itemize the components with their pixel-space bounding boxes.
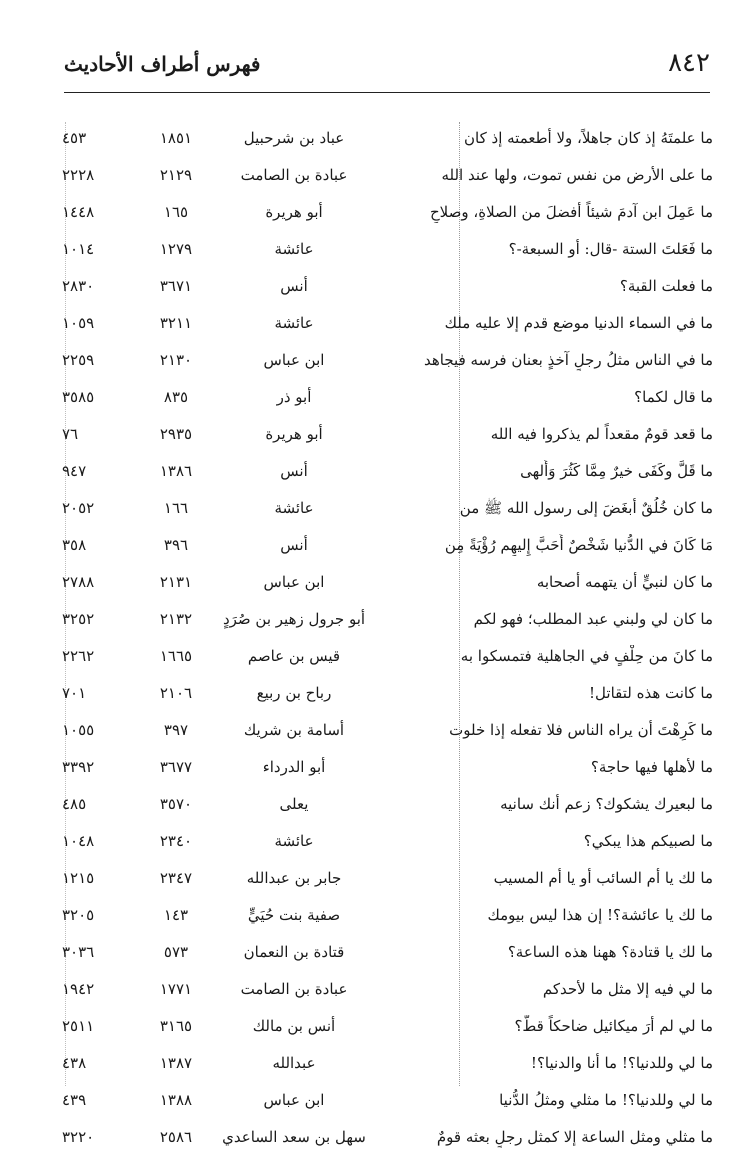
hadith-index-table	[62, 121, 713, 1157]
hadith-number: ١٦٦	[163, 499, 189, 517]
page-reference: ٢٢٦٢	[62, 647, 95, 665]
hadith-text: ما كَرِهْتَ أن يراه الناس فلا تفعله إذا خلوت	[449, 721, 713, 739]
page-reference: ٢٨٣٠	[62, 277, 95, 295]
table-row	[62, 972, 713, 1009]
hadith-number: ١٣٨٧	[159, 1054, 193, 1072]
narrator-name: قتادة بن النعمان	[243, 943, 345, 961]
narrator-name: أبو الدرداء	[262, 758, 326, 776]
narrator-name: عبادة بن الصامت	[240, 166, 348, 184]
hadith-number: ١٤٣	[163, 906, 189, 924]
hadith-number: ١٣٨٦	[159, 462, 193, 480]
narrator-name: عبادة بن الصامت	[240, 980, 348, 998]
narrator-name: أنس	[280, 536, 308, 554]
hadith-number: ٣٦٧٧	[159, 758, 193, 776]
narrator-name: رباح بن ربيع	[256, 684, 332, 702]
page-reference: ١٩٤٢	[62, 980, 95, 998]
page-reference: ٩٤٧	[62, 462, 87, 480]
page-reference: ١٢١٥	[62, 869, 95, 887]
page-reference: ٣٠٣٦	[62, 943, 95, 961]
table-row	[62, 528, 713, 565]
hadith-number: ٣٦٧١	[159, 277, 193, 295]
hadith-number: ٢١٣٠	[159, 351, 193, 369]
table-row	[62, 750, 713, 787]
hadith-text: ما لبعيرك يشكوك؟ زعم أنك سانيه	[500, 795, 713, 813]
page-reference: ٣٥٨	[62, 536, 87, 554]
hadith-text: ما في السماء الدنيا موضع قدم إلا عليه ملك	[444, 314, 713, 332]
page-reference: ٤٥٣	[62, 129, 87, 147]
hadith-text: ما لي وللدنيا؟! ما مثلي ومثلُ الدُّنيا	[499, 1091, 713, 1109]
narrator-name: صفية بنت حُيَيٍّ	[247, 906, 341, 924]
hadith-text: ما على الأرض من نفس تموت، ولها عند الله	[441, 166, 713, 184]
hadith-number: ٥٧٣	[163, 943, 189, 961]
table-row	[62, 454, 713, 491]
hadith-text: ما لك يا أم السائب أو يا أم المسيب	[493, 869, 713, 887]
narrator-name: سهل بن سعد الساعدي	[222, 1128, 366, 1146]
table-row	[62, 1009, 713, 1046]
hadith-number: ٢١٢٩	[159, 166, 193, 184]
table-row	[62, 1046, 713, 1083]
table-row	[62, 898, 713, 935]
table-row	[62, 269, 713, 306]
narrator-name: قيس بن عاصم	[247, 647, 341, 665]
page-reference: ٢٠٥٢	[62, 499, 95, 517]
hadith-text: ما فَعَلتَ الستة -قال: أو السبعة-؟	[508, 240, 713, 258]
page-reference: ٢٧٨٨	[62, 573, 95, 591]
narrator-name: عائشة	[274, 499, 314, 517]
narrator-name: أبو هريرة	[265, 203, 323, 221]
hadith-number: ٢١٠٦	[159, 684, 193, 702]
narrator-name: أنس	[280, 462, 308, 480]
table-row	[62, 1083, 713, 1120]
page-reference: ١٠٥٥	[62, 721, 95, 739]
hadith-text: ما لي لم أرَ ميكائيل ضاحكاً قطُّ؟	[514, 1017, 713, 1035]
page-reference: ١٠١٤	[62, 240, 95, 258]
hadith-number: ١٢٧٩	[159, 240, 193, 258]
table-row	[62, 676, 713, 713]
hadith-text: ما لصبيكم هذا يبكي؟	[583, 832, 713, 850]
table-row	[62, 824, 713, 861]
hadith-text: ما لأهلها فيها حاجة؟	[590, 758, 713, 776]
hadith-number: ٢٣٤٠	[159, 832, 193, 850]
hadith-number: ٢٣٤٧	[159, 869, 193, 887]
hadith-number: ٣٩٦	[163, 536, 189, 554]
narrator-name: أسامة بن شريك	[243, 721, 345, 739]
table-row	[62, 713, 713, 750]
narrator-name: جابر بن عبدالله	[246, 869, 342, 887]
hadith-number: ١٦٥	[163, 203, 189, 221]
table-row	[62, 639, 713, 676]
narrator-name: عائشة	[274, 240, 314, 258]
hadith-text: ما عَمِلَ ابن آدمَ شيئاً أفضلَ من الصلاةِ، وصلاحِ	[430, 203, 713, 221]
page-reference: ٢٢٥٩	[62, 351, 95, 369]
table-row	[62, 232, 713, 269]
narrator-name: أبو جرول زهير بن صُرَدٍ	[222, 610, 366, 628]
hadith-number: ٢٩٣٥	[159, 425, 193, 443]
hadith-text: ما كان خُلُقٌ أبغَضَ إلى رسول الله ﷺ من	[459, 499, 713, 517]
narrator-name: يعلى	[279, 795, 309, 813]
table-row	[62, 343, 713, 380]
header-rule	[64, 92, 710, 93]
hadith-number: ٣٥٧٠	[159, 795, 193, 813]
table-row	[62, 491, 713, 528]
narrator-name: أبو ذر	[276, 388, 312, 406]
hadith-number: ١٦٦٥	[159, 647, 193, 665]
hadith-text: ما علمتَهُ إذ كان جاهلاً، ولا أطعمته إذ كان	[464, 129, 713, 147]
page-reference: ٢٢٢٨	[62, 166, 95, 184]
table-row	[62, 417, 713, 454]
hadith-number: ٢١٣١	[159, 573, 193, 591]
table-row	[62, 861, 713, 898]
hadith-number: ١٧٧١	[159, 980, 193, 998]
table-row	[62, 158, 713, 195]
page-number: ٨٤٢	[668, 48, 710, 78]
page-reference: ١٠٥٩	[62, 314, 95, 332]
narrator-name: عائشة	[274, 314, 314, 332]
hadith-number: ٣٢١١	[159, 314, 193, 332]
hadith-text: مَا كَانَ في الدُّنيا شَخْصٌ أَحَبَّ إِليهِم رُؤْيَةً مِن	[444, 536, 713, 554]
hadith-number: ١٣٨٨	[159, 1091, 193, 1109]
page-reference: ٣٣٩٢	[62, 758, 95, 776]
page-reference: ٣٢٢٠	[62, 1128, 95, 1146]
hadith-text: ما لك يا قتادة؟ ههنا هذه الساعة؟	[507, 943, 713, 961]
hadith-text: ما كانت هذه لتقاتل!	[589, 684, 713, 702]
table-row	[62, 380, 713, 417]
hadith-text: ما قال لكما؟	[634, 388, 713, 406]
hadith-text: ما فعلت القبة؟	[619, 277, 713, 295]
table-row	[62, 602, 713, 639]
hadith-text: ما كان لي ولبني عبد المطلب؛ فهو لكم	[473, 610, 713, 628]
page-reference: ٣٥٨٥	[62, 388, 95, 406]
page-reference: ٣٢٠٥	[62, 906, 95, 924]
narrator-name: أنس	[280, 277, 308, 295]
page-reference: ٣٢٥٢	[62, 610, 95, 628]
hadith-text: ما لك يا عائشة؟! إن هذا ليس بيومك	[487, 906, 713, 924]
page-reference: ٧٠١	[62, 684, 87, 702]
page-reference: ٤٨٥	[62, 795, 87, 813]
table-row	[62, 306, 713, 343]
page-reference: ٧٦	[62, 425, 79, 443]
hadith-number: ١٨٥١	[159, 129, 193, 147]
hadith-number: ٢٥٨٦	[159, 1128, 193, 1146]
narrator-name: أنس بن مالك	[252, 1017, 336, 1035]
hadith-number: ٨٣٥	[163, 388, 189, 406]
narrator-name: عبدالله	[272, 1054, 316, 1072]
page-reference: ٤٣٩	[62, 1091, 87, 1109]
table-row	[62, 195, 713, 232]
hadith-text: ما كانَ من حِلْفٍ في الجاهلية فتمسكوا به	[460, 647, 713, 665]
hadith-text: ما قعد قومٌ مقعداً لم يذكروا فيه الله	[490, 425, 713, 443]
page-header	[64, 48, 710, 90]
page-reference: ٤٣٨	[62, 1054, 87, 1072]
narrator-name: ابن عباس	[263, 1091, 325, 1109]
hadith-text: ما في الناس مثلُ رجلٍ آخذٍ بعنان فرسه فيجاهد	[424, 351, 713, 369]
page-reference: ١٠٤٨	[62, 832, 95, 850]
hadith-number: ٣٩٧	[163, 721, 189, 739]
hadith-text: ما لي وللدنيا؟! ما أنا والدنيا؟!	[530, 1054, 713, 1072]
page-reference: ٢٥١١	[62, 1017, 95, 1035]
narrator-name: عائشة	[274, 832, 314, 850]
table-row	[62, 935, 713, 972]
table-row	[62, 787, 713, 824]
narrator-name: ابن عباس	[263, 351, 325, 369]
hadith-text: ما كان لنبيٍّ أن يتهمه أصحابه	[536, 573, 713, 591]
page-reference: ١٤٤٨	[62, 203, 95, 221]
narrator-name: ابن عباس	[263, 573, 325, 591]
table-row	[62, 1120, 713, 1157]
hadith-number: ٣١٦٥	[159, 1017, 193, 1035]
page-title: فهرس أطراف الأحاديث	[64, 52, 261, 76]
hadith-text: ما قَلَّ وكَفَى خيرٌ مِمَّا كَثُرَ وَأَلهى	[520, 462, 713, 480]
hadith-text: ما مثلي ومثل الساعة إلا كمثل رجلٍ بعثه قومٌ	[436, 1128, 713, 1146]
narrator-name: أبو هريرة	[265, 425, 323, 443]
narrator-name: عباد بن شرحبيل	[243, 129, 345, 147]
table-row	[62, 121, 713, 158]
table-row	[62, 565, 713, 602]
hadith-number: ٢١٣٢	[159, 610, 193, 628]
hadith-text: ما لي فيه إلا مثل ما لأحدكم	[542, 980, 713, 998]
